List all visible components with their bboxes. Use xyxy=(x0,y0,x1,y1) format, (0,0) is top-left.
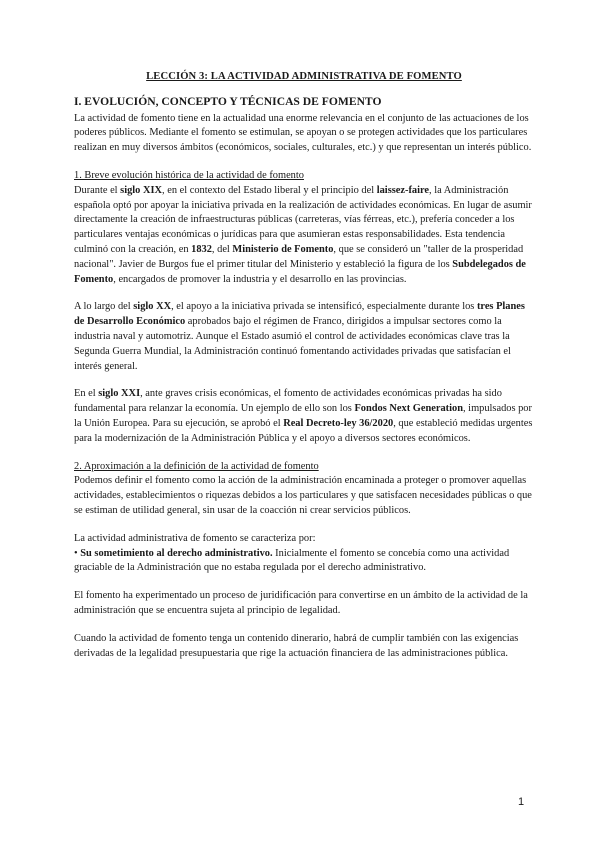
paragraph-characteristics-intro: La actividad administrativa de fomento se caracteriza por: xyxy=(74,532,316,544)
list-item-sometimiento: • Su sometimiento al derecho administrativo. Inicialmente el fomento se concebía como una actividad graciable de la Administración que no estaba regulada por el derecho administrativo. xyxy=(74,547,510,574)
paragraph-dinerario: Cuando la actividad de fomento tenga un contenido dinerario, habrá de cumplir también con las exigencias derivadas de la legalidad presupuestaria que rige la actuación financiera de las administraciones pública. xyxy=(74,632,519,659)
subsection-title-1: 1. Breve evolución histórica de la actividad de fomento xyxy=(74,169,304,181)
bullet-icon: • xyxy=(74,547,78,559)
paragraph-siglo-xxi: En el siglo XXI, ante graves crisis económicas, el fomento de actividades económicas privadas ha sido fundamental para relanzar la economía. Un ejemplo de ello son los Fondos Next Generation, impulsados por la Unión Europea. Para su ejecución, se aprobó el Real Decreto-ley 36/2020, que estableció medidas urgentes para la modernización de la Administración Pública y el apoyo a diversos sectores económicos. xyxy=(74,388,533,444)
paragraph-definition: Podemos definir el fomento como la acción de la administración encaminada a proteger o promover aquellas actividades, establecimientos o riquezas debidos a los particulares y que satisfacen necesidades públicas o que se estiman de utilidad general, sin usar de la coacción ni crear servicios públicos. xyxy=(74,475,532,516)
lesson-title: LECCIÓN 3: LA ACTIVIDAD ADMINISTRATIVA DE FOMENTO xyxy=(146,71,462,82)
paragraph-juridificacion: El fomento ha experimentado un proceso de juridificación para convertirse en un ámbito de la actividad de la administración que se encuentra sujeta al principio de legalidad. xyxy=(74,590,528,616)
paragraph-siglo-xix: Durante el siglo XIX, en el contexto del Estado liberal y el principio del laissez-faire, la Administración española optó por apoyar la iniciativa privada en la realización de actividades económicas. En lugar de asumir directamente la creación de infraestructuras públicas (carreteras, vías férreas, etc.), prefería conceder a los particulares ventajas económicas o jurídicas para que asumieran estas responsabilidades. Esta tendencia culminó con la creación, en 1832, del Ministerio de Fomento, que se consideró un "taller de la prosperidad nacional". Javier de Burgos fue el primer titular del Ministerio y estableció la figura de los Subdelegados de Fomento, encargados de promover la industria y el desarrollo en las provincias. xyxy=(74,184,532,285)
intro-paragraph: La actividad de fomento tiene en la actualidad una enorme relevancia en el conjunto de las actuaciones de los poderes públicos. Mediante el fomento se estimulan, se apoyan o se protegen actividades que los particulares realizan en muy diversos ámbitos (económicos, sociales, culturales, etc.) y que representan un interés público. xyxy=(74,112,532,154)
document-body xyxy=(74,70,534,661)
page-number: 1 xyxy=(518,796,525,808)
section-title: I. EVOLUCIÓN, CONCEPTO Y TÉCNICAS DE FOMENTO xyxy=(74,94,382,108)
subsection-title-2: 2. Aproximación a la definición de la actividad de fomento xyxy=(74,460,319,472)
paragraph-siglo-xx: A lo largo del siglo XX, el apoyo a la iniciativa privada se intensificó, especialmente durante los tres Planes de Desarrollo Económico aprobados bajo el régimen de Franco, dirigidos a impulsar sectores como la industria naval y automotriz. Aunque el Estado asumió el control de actividades económicas clave tras la Segunda Guerra Mundial, la Administración continuó fomentando actividades privadas que satisfacían el interés general. xyxy=(74,301,525,372)
